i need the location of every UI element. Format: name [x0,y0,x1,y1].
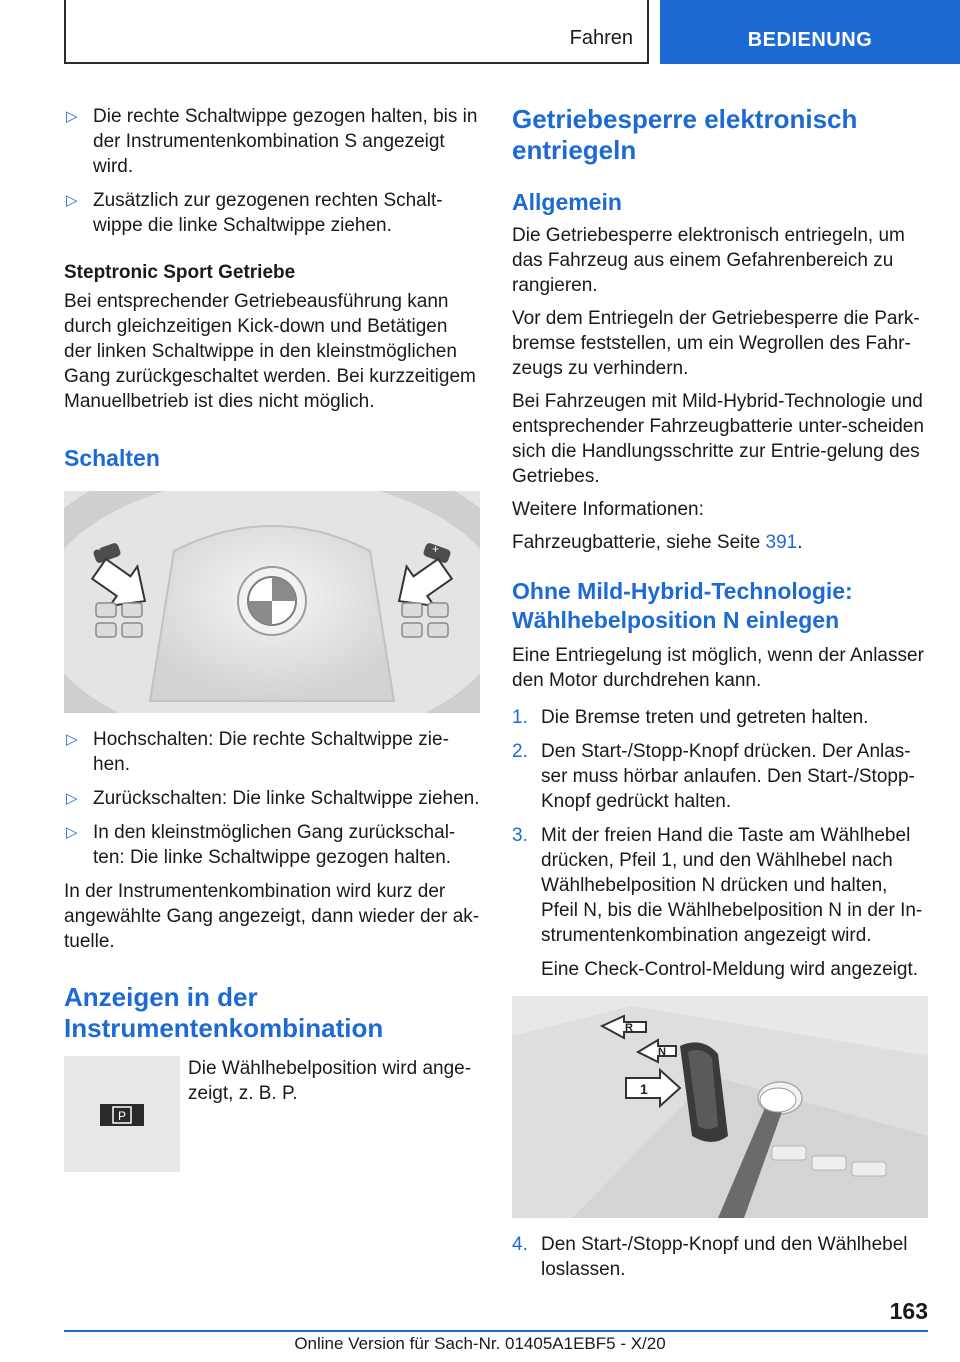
sport-text: Bei entsprechender Getriebeausführung kann durch gleichzeitigen Kick-down und Betätigen der linken Schaltwippe in den kleinstmöglichen Gang zurückgeschaltet werden. Bei kurzzeitigem Manuellbetrieb ist dies nicht möglich. [64,291,476,412]
minus-label: − [94,542,102,556]
ohne-heading: Ohne Mild-Hybrid-Technologie: Wählhebelposition N einlegen [512,578,853,633]
step-item: 2. Den Start-/Stopp-Knopf drücken. Der Anlas‐ser muss hörbar anlaufen. Den Start-/Stopp-Knopf gedrückt halten. [512,741,915,812]
footer-text: Online Version für Sach-Nr. 01405A1EBF5 - X/20 [294,1334,666,1353]
header-section-label: Fahren [569,27,633,49]
anzeigen-text: Die Wählhebelposition wird ange‐zeigt, z. B. P. [188,1058,472,1104]
header-chapter-tab [660,0,960,64]
figure-label-r: R [625,1022,633,1034]
list-item: ▷ Die rechte Schaltwippe gezogen halten, bis in der Instrumentenkombination S angezeigt wird. [66,106,478,177]
allgemein-para: Bei Fahrzeugen mit Mild-Hybrid-Technologie und entsprechender Fahrzeugbatterie unter‐scheiden sich die Handlungsschritte zur Entrie‐gelung des Getriebes. [512,391,924,487]
anzeigen-heading: Anzeigen in der Instrumentenkombination [64,982,384,1043]
gear-selector-figure [512,996,928,1218]
header-section-tab [64,0,649,64]
ohne-text: Eine Entriegelung ist möglich, wenn der Anlasser den Motor durchdrehen kann. [512,645,924,691]
display-letter: P [117,1109,127,1123]
triangle-bullet-icon: ▷ [66,824,78,841]
triangle-bullet-icon: ▷ [66,731,78,748]
triangle-bullet-icon: ▷ [66,790,78,807]
sport-heading: Steptronic Sport Getriebe [64,262,296,283]
list-item: ▷ Zurückschalten: Die linke Schaltwippe ziehen. [66,788,480,809]
left-column [64,104,480,1172]
main-heading: Getriebesperre elektronisch entriegeln [512,104,858,165]
list-item: ▷ Hochschalten: Die rechte Schaltwippe zie‐hen. [66,729,449,775]
right-column [512,104,928,1291]
plus-label: + [432,542,440,556]
schalten-heading: Schalten [64,445,160,471]
list-item: ▷ Zusätzlich zur gezogenen rechten Schalt‐wippe die linke Schaltwippe ziehen. [66,190,443,236]
triangle-bullet-icon: ▷ [66,192,78,209]
header-chapter-label: BEDIENUNG [747,29,873,51]
page-number: 163 [889,1298,928,1324]
step-item: 4. Den Start-/Stopp-Knopf und den Wählhebel loslassen. [512,1234,908,1280]
allgemein-para: Vor dem Entriegeln der Getriebesperre die Park‐bremse feststellen, um ein Wegrollen des Fahr‐zeugs zu verhindern. [512,308,920,379]
list-item: ▷ In den kleinstmöglichen Gang zurückschal‐ten: Die linke Schaltwippe gezogen halten. [66,822,456,868]
steering-wheel-illustration [64,491,480,713]
allgemein-para: Die Getriebesperre elektronisch entriegeln, um das Fahrzeug aus einem Gefahrenbereich zu rangieren. [512,225,905,296]
figure-label-n: N [658,1046,666,1058]
figure-label-1: 1 [640,1081,648,1097]
step-item: 1. Die Bremse treten und getreten halten. [512,707,869,728]
allgemein-para: Weitere Informationen: [512,499,704,520]
gear-display-icon [64,1056,180,1172]
reference-line: Fahrzeugbatterie, siehe Seite 391. [512,532,803,553]
step-item: 3. Mit der freien Hand die Taste am Wählhebel drücken, Pfeil 1, und den Wählhebel nach Wählhebelposition N drücken und halten, Pfeil N, bis die Wählhebelposition N in der In‐strumentenkombination angezeigt wird. [512,825,923,946]
step3-note: Eine Check-Control-Meldung wird angezeigt. [541,959,919,980]
footer-divider [64,1330,928,1332]
triangle-bullet-icon: ▷ [66,108,78,125]
gear-selector-illustration [512,996,928,1218]
display-figure [64,1056,180,1172]
schalten-text: In der Instrumentenkombination wird kurz der angewählte Gang angezeigt, dann wieder der ak‐tuelle. [64,881,480,952]
anzeigen-block [64,1056,480,1172]
page-reference-link[interactable]: 391 [765,532,798,553]
allgemein-heading: Allgemein [512,189,622,215]
steering-wheel-figure [64,491,480,713]
